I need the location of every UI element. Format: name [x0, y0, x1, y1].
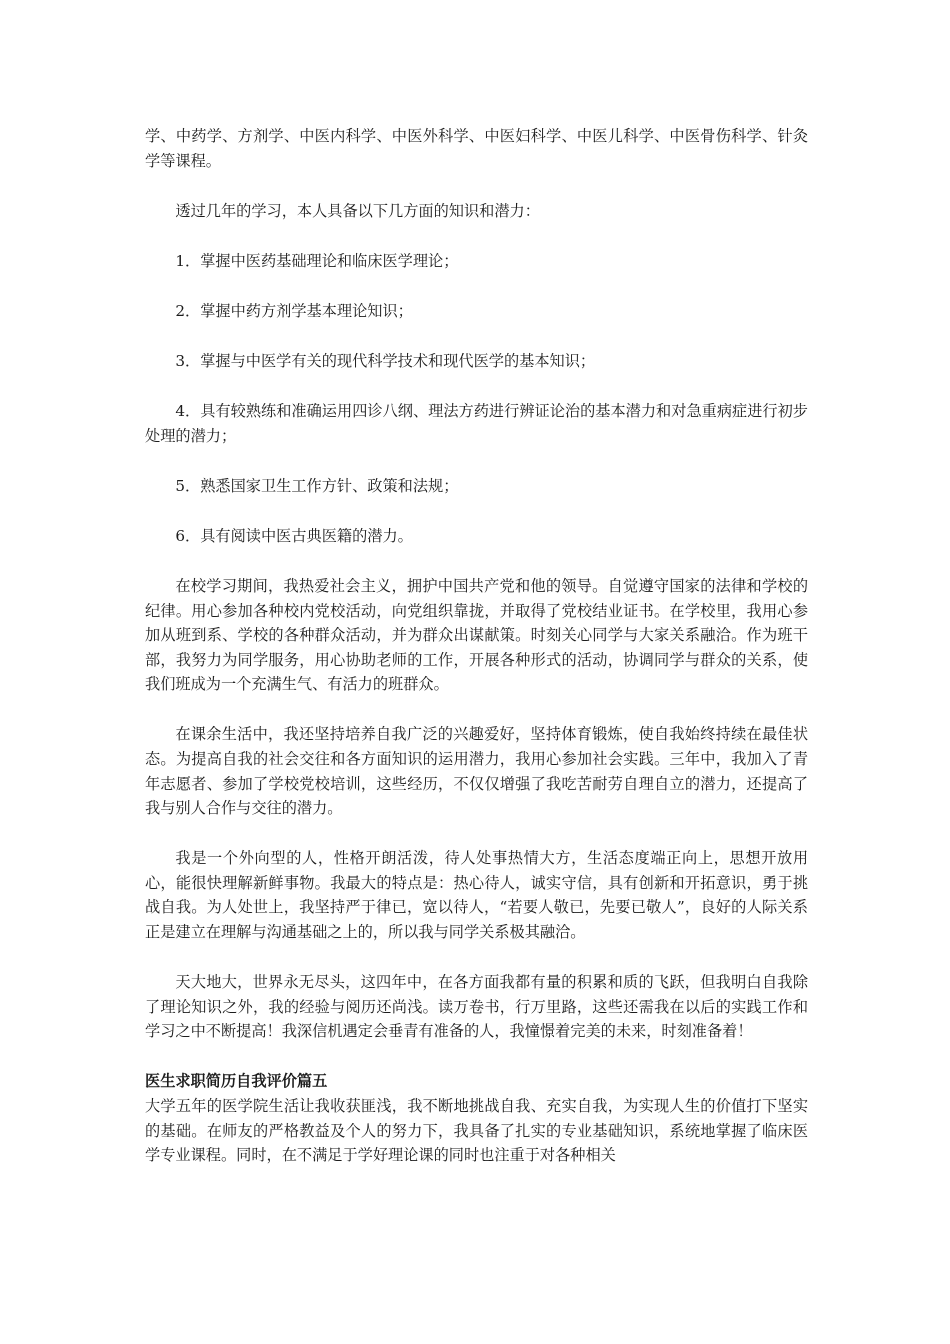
- paragraph-conclusion: 天大地大，世界永无尽头，这四年中，在各方面我都有量的积累和质的飞跃，但我明白自我除了理论知识之外，我的经验与阅历还尚浅。读万卷书，行万里路，这些还需我在以后的实践工作和学习之中不断提高！我深信机遇定会垂青有准备的人，我憧憬着完美的未来，时刻准备着！: [145, 973, 808, 1041]
- list-item-2: 2．掌握中药方剂学基本理论知识；: [175, 301, 413, 320]
- list-item-5: 5．熟悉国家卫生工作方针、政策和法规；: [175, 476, 459, 495]
- section-heading: 医生求职简历自我评价篇五: [145, 1072, 328, 1091]
- paragraph-course-list: 学、中药学、方剂学、中医内科学、中医外科学、中医妇科学、中医儿科学、中医骨伤科学、针灸学等课程。: [145, 127, 808, 170]
- list-item-1: 1．掌握中医药基础理论和临床医学理论；: [175, 251, 459, 270]
- paragraph-intro: 透过几年的学习，本人具备以下几方面的知识和潜力：: [175, 201, 540, 220]
- list-item-3: 3．掌握与中医学有关的现代科学技术和现代医学的基本知识；: [175, 351, 596, 370]
- paragraph-personality: 我是一个外向型的人，性格开朗活泼，待人处事热情大方，生活态度端正向上，思想开放用心，能很快理解新鲜事物。我最大的特点是：热心待人，诚实守信，具有创新和开拓意识，勇于挑战自我。为人处世上，我坚持严于律已，宽以待人，“若要人敬已，先要已敬人”，良好的人际关系正是建立在理解与沟通基础之上的，所以我与同学关系极其融洽。: [145, 849, 808, 942]
- document-page: [145, 124, 808, 1168]
- paragraph-school-life: 在校学习期间，我热爱社会主义，拥护中国共产党和他的领导。自觉遵守国家的法律和学校的纪律。用心参加各种校内党校活动，向党组织靠拢，并取得了党校结业证书。在学校里，我用心参加从班到系、学校的各种群众活动，并为群众出谋献策。时刻关心同学与大家关系融洽。作为班干部，我努力为同学服务，用心协助老师的工作，开展各种形式的活动，协调同学与群众的关系，使我们班成为一个充满生气、有活力的班群众。: [145, 576, 808, 694]
- section-paragraph: 大学五年的医学院生活让我收获匪浅，我不断地挑战自我、充实自我，为实现人生的价值打下坚实的基础。在师友的严格教益及个人的努力下，我具备了扎实的专业基础知识，系统地掌握了临床医学专业课程。同时，在不满足于学好理论课的同时也注重于对各种相关: [145, 1097, 808, 1165]
- list-item-4: 4．具有较熟练和准确运用四诊八纲、理法方药进行辨证论治的基本潜力和对急重病症进行初步处理的潜力；: [145, 402, 808, 445]
- list-item-6: 6．具有阅读中医古典医籍的潜力。: [175, 526, 413, 545]
- paragraph-extracurricular: 在课余生活中，我还坚持培养自我广泛的兴趣爱好，坚持体育锻炼，使自我始终持续在最佳状态。为提高自我的社会交往和各方面知识的运用潜力，我用心参加社会实践。三年中，我加入了青年志愿者、参加了学校党校培训，这些经历，不仅仅增强了我吃苦耐劳自理自立的潜力，还提高了我与别人合作与交往的潜力。: [145, 725, 808, 818]
